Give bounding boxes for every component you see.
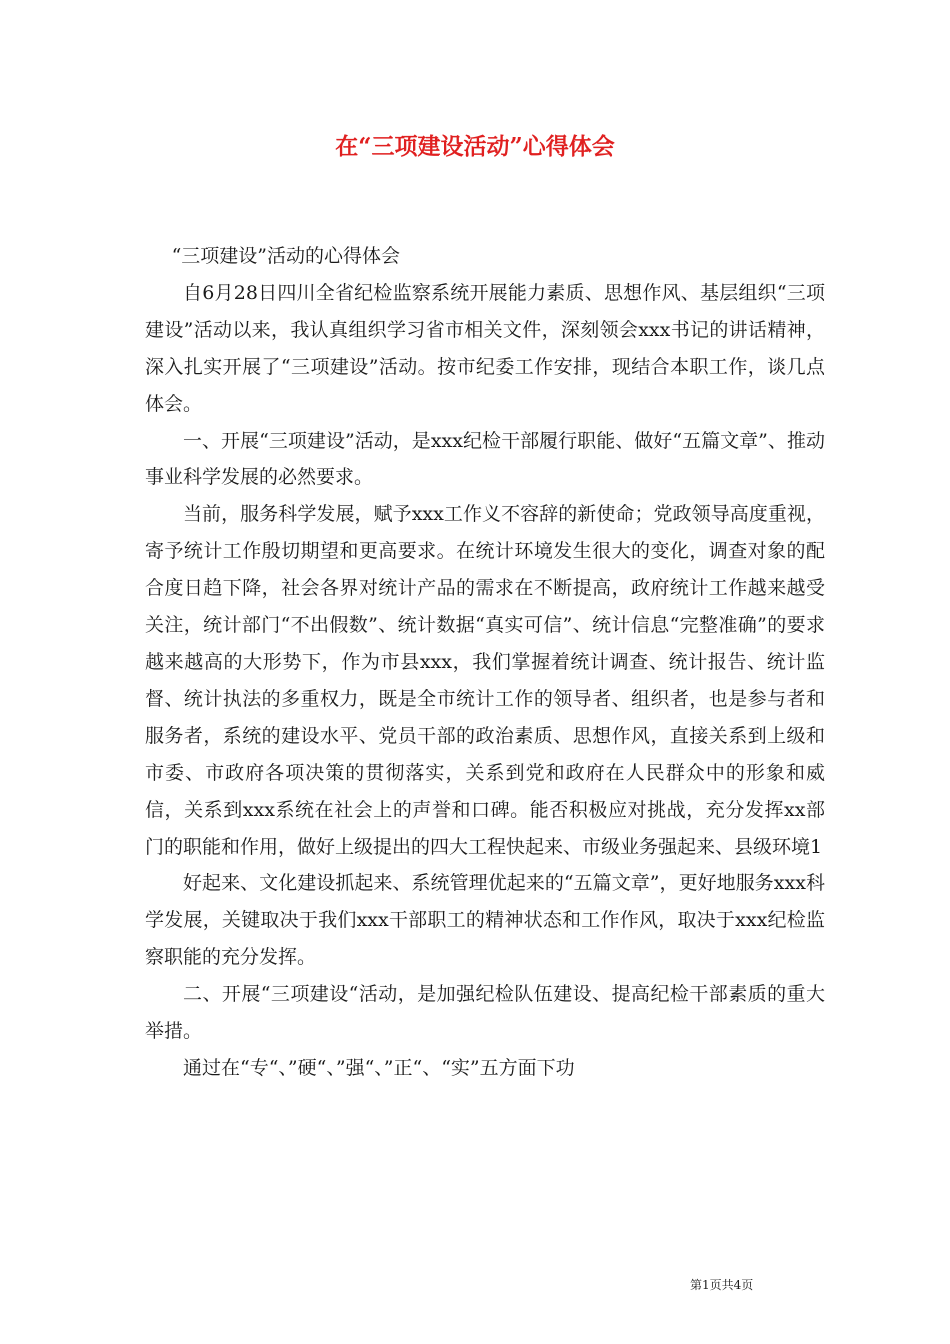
- document-body: [145, 238, 825, 1087]
- paragraph: 自6月28日四川全省纪检监察系统开展能力素质、思想作风、基层组织“三项建设”活动以来，我认真组织学习省市相关文件，深刻领会xxx书记的讲话精神，深入扎实开展了“三项建设”活动。按市纪委工作安排，现结合本职工作，谈几点体会。: [145, 281, 825, 415]
- paragraph: 当前，服务科学发展，赋予xxx工作义不容辞的新使命；党政领导高度重视，寄予统计工作殷切期望和更高要求。在统计环境发生很大的变化，调查对象的配合度日趋下降，社会各界对统计产品的需求在不断提高，政府统计工作越来越受关注，统计部门“不出假数”、统计数据“真实可信”、统计信息“完整准确”的要求越来越高的大形势下，作为市县xxx，我们掌握着统计调查、统计报告、统计监督、统计执法的多重权力，既是全市统计工作的领导者、组织者，也是参与者和服务者，系统的建设水平、党员干部的政治素质、思想作风，直接关系到上级和市委、市政府各项决策的贯彻落实，关系到党和政府在人民群众中的形象和威信，关系到xxx系统在社会上的声誉和口碑。能否积极应对挑战，充分发挥xx部门的职能和作用，做好上级提出的四大工程快起来、市级业务强起来、县级环境1: [145, 503, 825, 858]
- paragraph: 通过在“专“、”硬“、”强“、”正“、“实”五方面下功: [183, 1056, 575, 1079]
- document-subtitle: “三项建设”活动的心得体会: [171, 245, 401, 267]
- page-number: 第1页共4页: [690, 1278, 754, 1292]
- paragraph: 好起来、文化建设抓起来、系统管理优起来的“五篇文章”，更好地服务xxx科学发展，关键取决于我们xxx干部职工的精神状态和工作作风，取决于xxx纪检监察职能的充分发挥。: [145, 872, 825, 969]
- paragraph: 二、开展“三项建设“活动，是加强纪检队伍建设、提高纪检干部素质的重大举措。: [145, 983, 825, 1043]
- paragraph: 一、开展“三项建设”活动，是xxx纪检干部履行职能、做好“五篇文章”、推动事业科学发展的必然要求。: [145, 429, 825, 489]
- document-title: 在“三项建设活动”心得体会: [335, 133, 615, 160]
